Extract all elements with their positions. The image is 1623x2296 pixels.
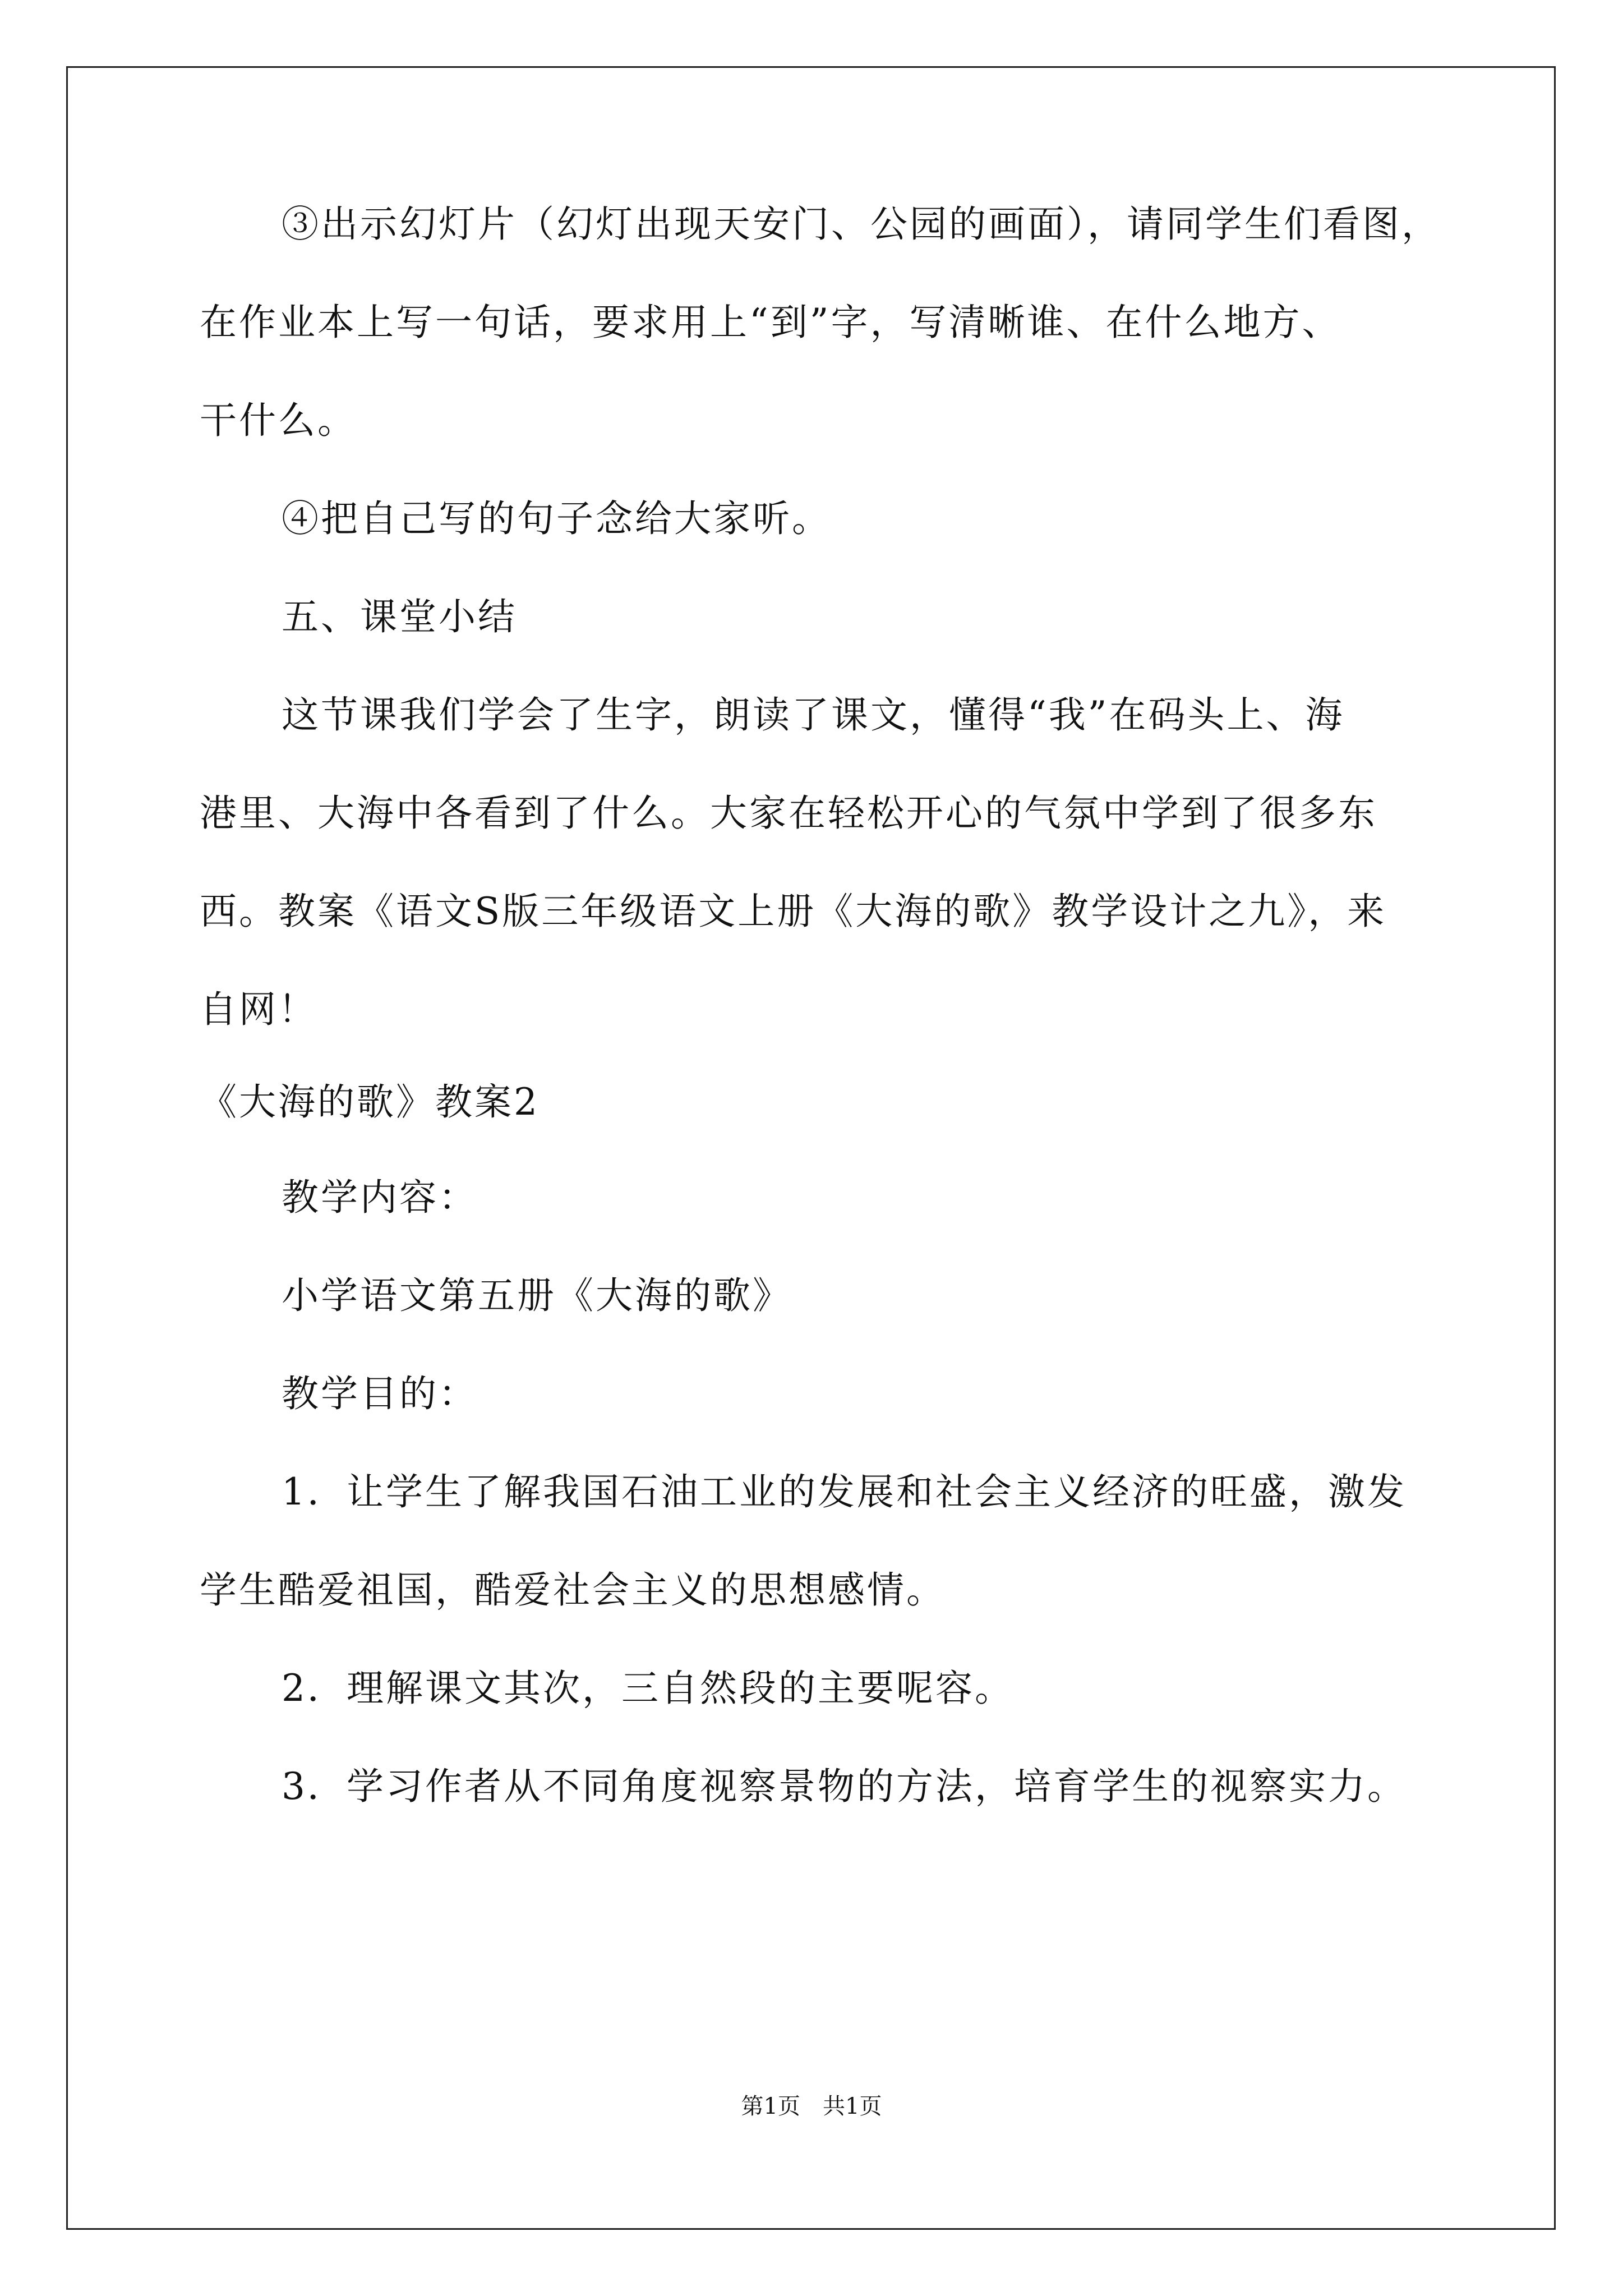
label-teaching-content: 教学内容： — [282, 1176, 478, 1219]
list-item-line: 学生酷爱祖国，酷爱社会主义的思想感情。 — [200, 1568, 946, 1612]
list-item-line: 1．让学生了解我国石油工业的发展和社会主义经济的旺盛，激发 — [282, 1470, 1407, 1513]
list-item-line: 3．学习作者从不同角度视察景物的方法，培育学生的视察实力。 — [282, 1765, 1407, 1808]
page-footer: 第1页 共1页 — [741, 2093, 882, 2119]
paragraph-line: 港里、大海中各看到了什么。大家在轻松开心的气氛中学到了很多东 — [200, 792, 1377, 835]
paragraph-line: 小学语文第五册《大海的歌》 — [282, 1274, 792, 1317]
paragraph-line: 西。教案《语文S版三年级语文上册《大海的歌》教学设计之九》，来 — [200, 890, 1387, 933]
section-heading: 五、课堂小结 — [282, 595, 517, 638]
paragraph-line: 在作业本上写一句话，要求用上“到”字，写清晰谁、在什么地方、 — [200, 301, 1341, 344]
paragraph-line: 这节课我们学会了生字，朗读了课文，懂得“我”在码头上、海 — [282, 693, 1345, 737]
paragraph-line: ④把自己写的句子念给大家听。 — [282, 497, 831, 540]
label-teaching-goals: 教学目的： — [282, 1372, 478, 1415]
list-item-line: 2．理解课文其次，三自然段的主要呢容。 — [282, 1667, 1014, 1710]
paragraph-line: 干什么。 — [200, 399, 357, 442]
paragraph-line: 自网！ — [200, 988, 317, 1031]
paragraph-line: ③出示幻灯片（幻灯出现天安门、公园的画面），请同学生们看图， — [282, 203, 1441, 246]
page-border — [66, 66, 1556, 2230]
document-subtitle: 《大海的歌》教案2 — [200, 1080, 540, 1124]
